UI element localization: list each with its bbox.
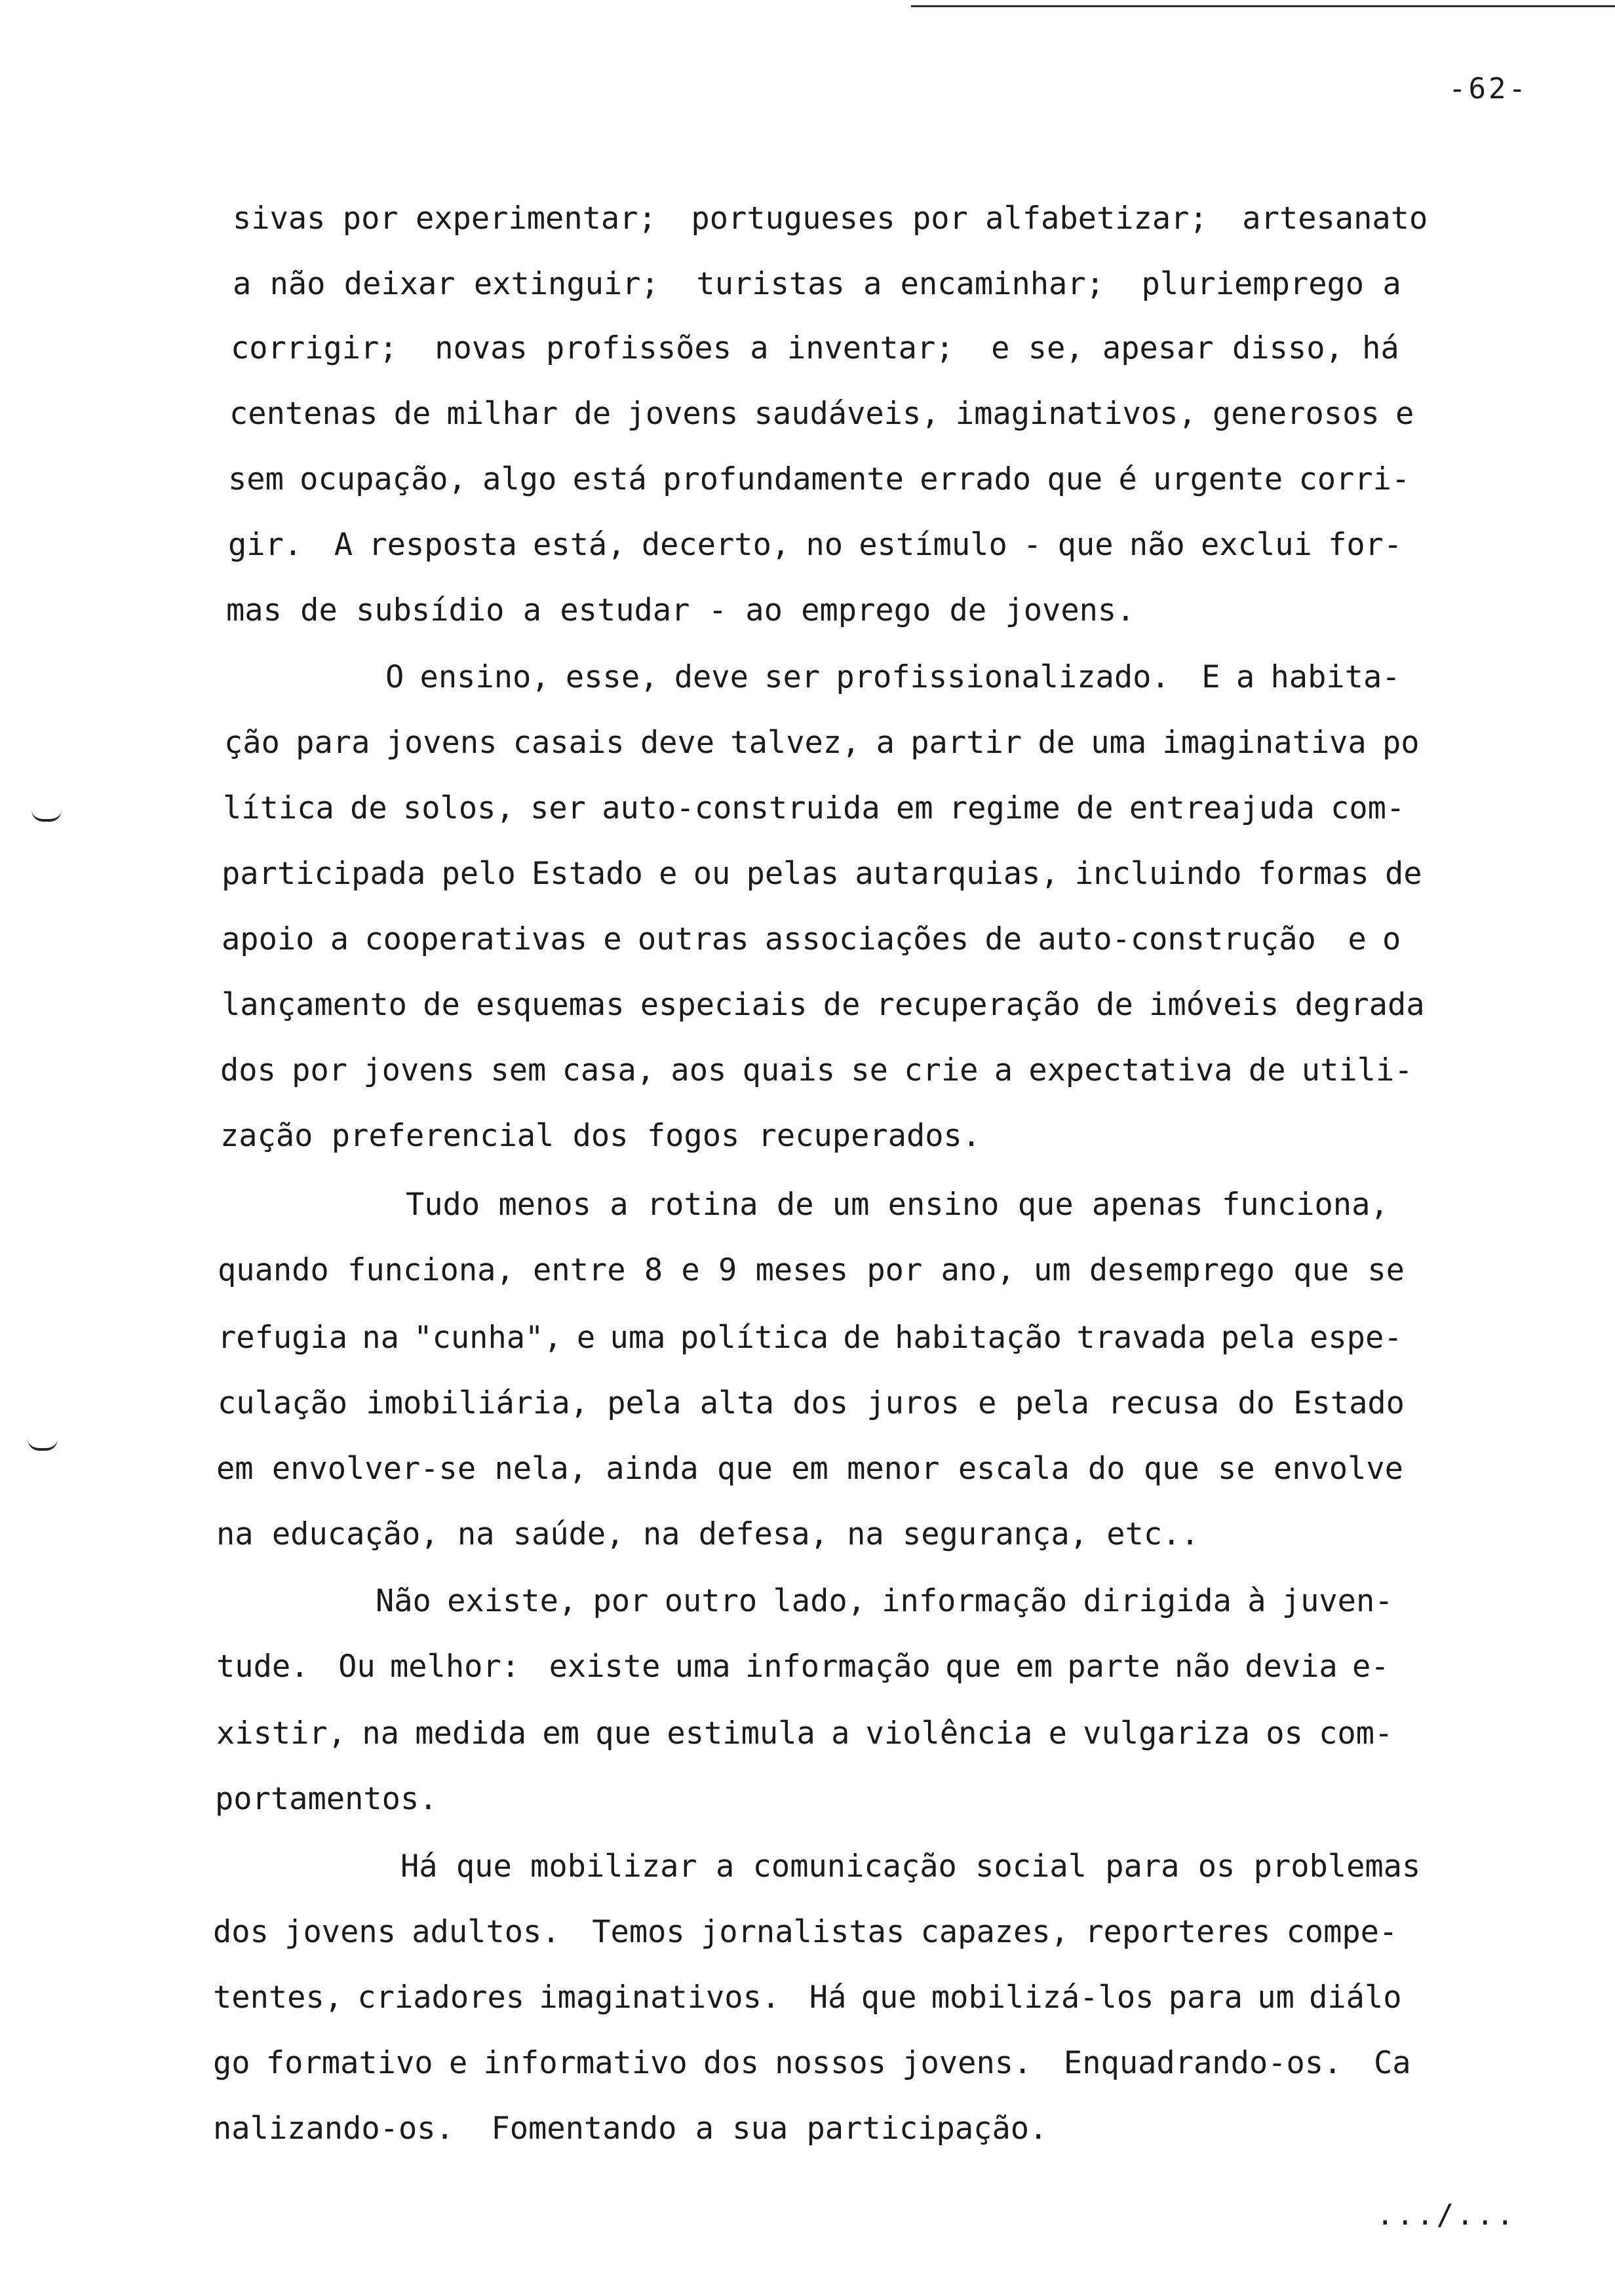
text-line: lítica de solos, ser auto-construida em regime de entreajuda com- [223, 790, 1405, 826]
text-line: zação preferencial dos fogos recuperados. [220, 1118, 981, 1154]
text-line: mas de subsídio a estudar - ao emprego de jovens. [226, 592, 1135, 628]
text-line: tude. Ou melhor: existe uma informação que em parte não devia e- [216, 1649, 1390, 1685]
text-line: em envolver-se nela, ainda que em menor escala do que se envolve [216, 1451, 1403, 1487]
text-line: lançamento de esquemas especiais de recuperação de imóveis degrada [222, 987, 1425, 1023]
text-line: sivas por experimentar; portugueses por alfabetizar; artesanato [233, 201, 1428, 237]
text-line: apoio a cooperativas e outras associações de auto-construção e o [222, 921, 1401, 957]
text-line: portamentos. [215, 1781, 438, 1817]
text-line: na educação, na saúde, na defesa, na segurança, etc.. [216, 1516, 1199, 1552]
text-line: culação imobiliária, pela alta dos juros e pela recusa do Estado [218, 1385, 1405, 1421]
text-line: participada pelo Estado e ou pelas autarquias, incluindo formas de [222, 856, 1422, 892]
text-line: centenas de milhar de jovens saudáveis, imaginativos, generosos e [229, 396, 1414, 432]
text-line: O ensino, esse, deve ser profissionalizado. E a habita- [226, 659, 1401, 695]
text-line: go formativo e informativo dos nossos jovens. Enquadrando-os. Ca [213, 2045, 1411, 2081]
text-line: nalizando-os. Fomentando a sua participação. [213, 2111, 1048, 2147]
text-line: quando funciona, entre 8 e 9 meses por ano, um desemprego que se [218, 1252, 1405, 1288]
text-line: dos jovens adultos. Temos jornalistas capazes, reporteres compe- [213, 1914, 1398, 1950]
text-line: a não deixar extinguir; turistas a encaminhar; pluriemprego a [233, 266, 1401, 302]
text-line: Não existe, por outro lado, informação dirigida à juven- [216, 1583, 1393, 1619]
top-rule [911, 5, 1615, 7]
continuation-mark: .../... [1376, 2198, 1517, 2232]
text-line: corrigir; novas profissões a inventar; e se, apesar disso, há [231, 330, 1399, 366]
text-line: refugia na "cunha", e uma política de habitação travada pela espe- [218, 1320, 1403, 1356]
margin-hole-mark [28, 1439, 58, 1451]
page-number: -62- [1449, 72, 1528, 105]
text-line: gir. A resposta está, decerto, no estímulo - que não exclui for- [228, 527, 1403, 563]
text-line: ção para jovens casais deve talvez, a partir de uma imaginativa po [224, 725, 1420, 761]
text-line: Tudo menos a rotina de um ensino que apenas funciona, [220, 1187, 1389, 1223]
text-line: xistir, na medida em que estimula a violência e vulgariza os com- [216, 1715, 1393, 1751]
text-line: tentes, criadores imaginativos. Há que mobilizá-los para um diálo [213, 1980, 1402, 2016]
text-line: dos por jovens sem casa, aos quais se crie a expectativa de utili- [220, 1052, 1413, 1088]
text-line: Há que mobilizar a comunicação social para os problemas [215, 1848, 1421, 1885]
margin-hole-mark [31, 810, 62, 822]
text-line: sem ocupação, algo está profundamente errado que é urgente corri- [228, 461, 1411, 497]
